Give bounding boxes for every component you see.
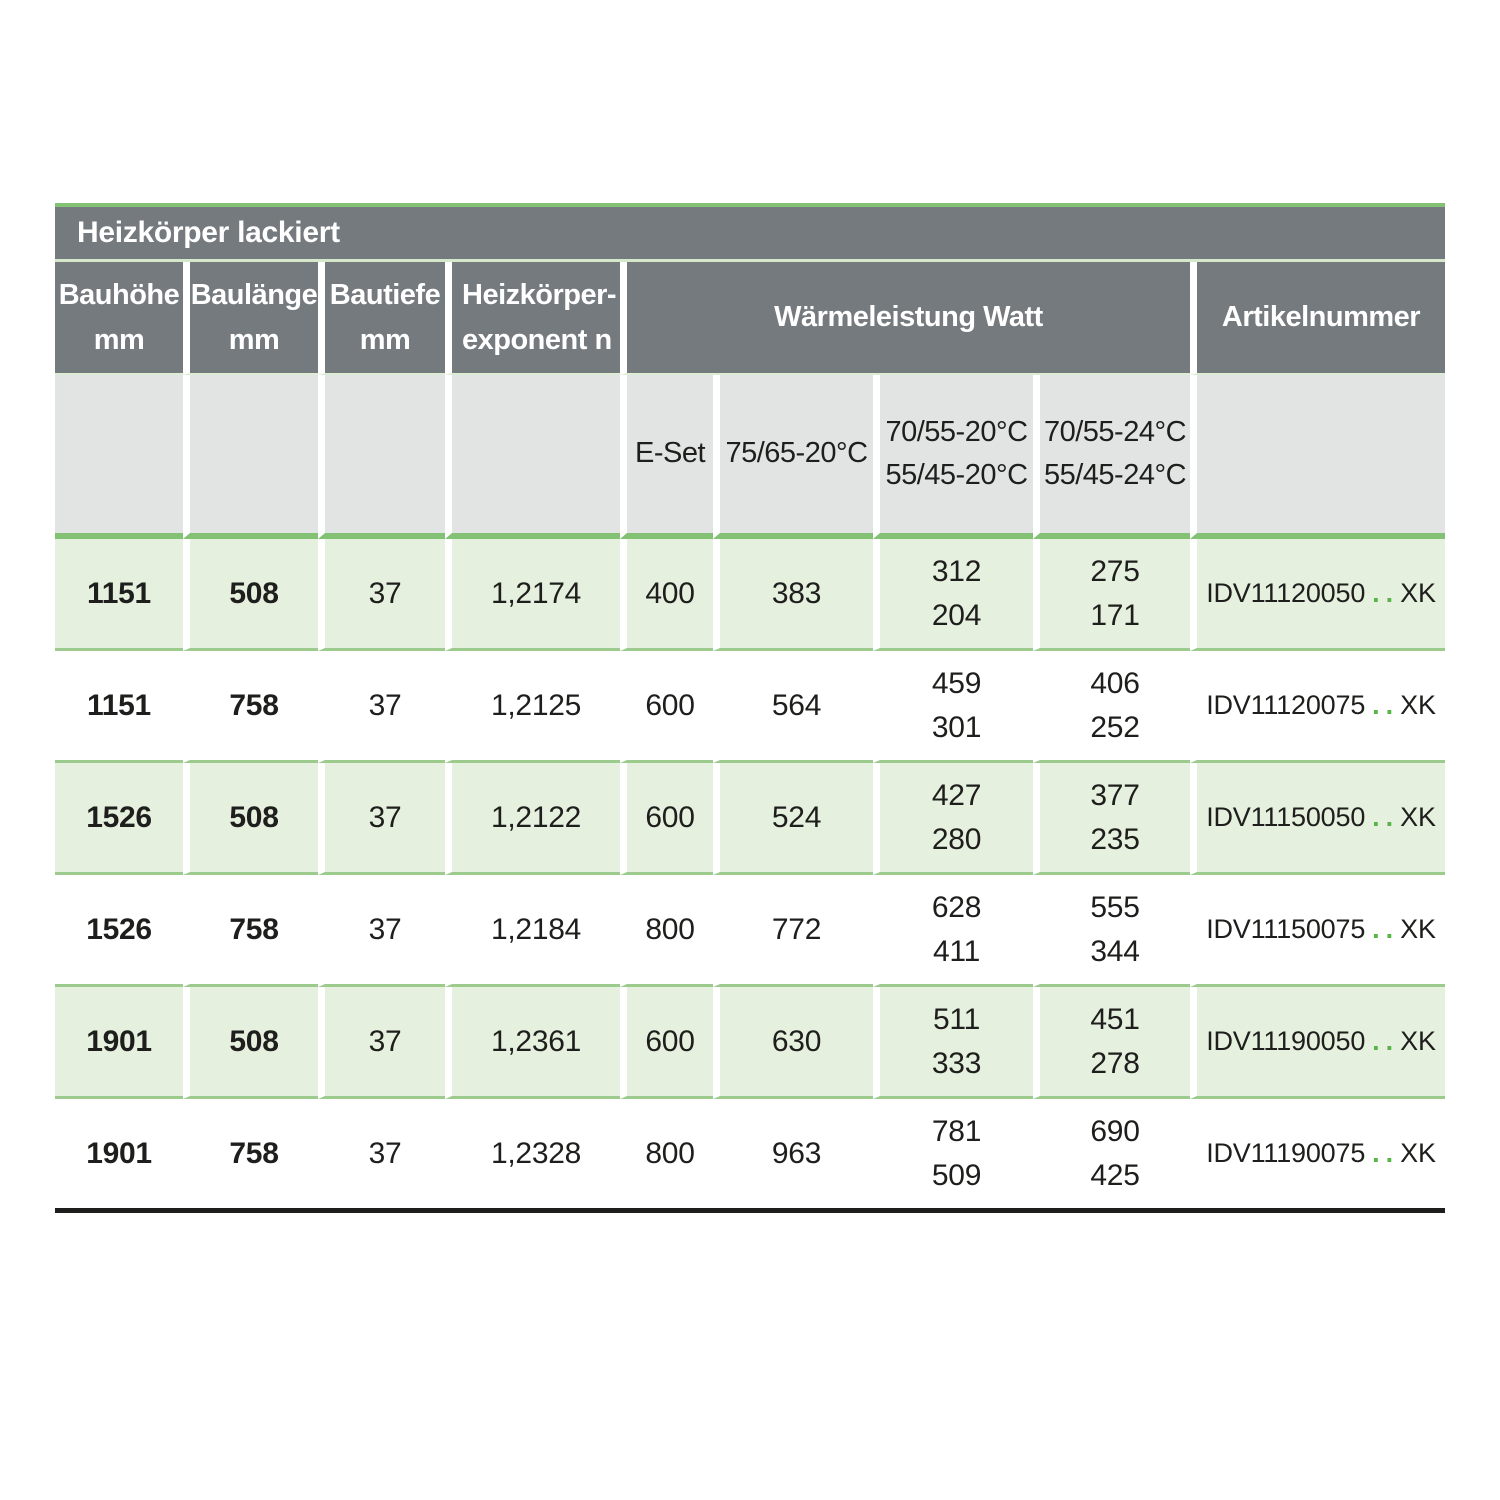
cell-watt-24c: 275 171 (1033, 539, 1190, 651)
cell-bautiefe: 37 (318, 763, 445, 875)
cell-bauhoehe: 1526 (55, 763, 183, 875)
cell-watt-24c: 555 344 (1033, 875, 1190, 987)
col-header-waermeleistung: Wärmeleistung Watt (620, 262, 1190, 375)
cell-bautiefe: 37 (318, 1099, 445, 1208)
cell-watt-20c: 459 301 (873, 651, 1033, 763)
cell-eset: 600 (620, 651, 713, 763)
cell-watt-20c: 781 509 (873, 1099, 1033, 1208)
cell-baulaenge: 758 (183, 875, 318, 987)
cell-bautiefe: 37 (318, 987, 445, 1099)
cell-eset: 600 (620, 987, 713, 1099)
col-header-exponent: Heizkörper- exponent n (445, 262, 620, 375)
cell-bautiefe: 37 (318, 539, 445, 651)
cell-eset: 400 (620, 539, 713, 651)
cell-watt-7565: 383 (713, 539, 873, 651)
table-row (55, 539, 1445, 651)
cell-artikelnummer: IDV11120075 ..XK (1190, 651, 1445, 763)
subcol-eset: E-Set (620, 375, 713, 539)
cell-bauhoehe: 1901 (55, 987, 183, 1099)
cell-baulaenge: 508 (183, 987, 318, 1099)
table-row (55, 875, 1445, 987)
banner-row (55, 207, 1445, 262)
cell-watt-7565: 630 (713, 987, 873, 1099)
cell-eset: 800 (620, 875, 713, 987)
cell-eset: 800 (620, 1099, 713, 1208)
subcol-7565: 75/65-20°C (713, 375, 873, 539)
cell-watt-24c: 690 425 (1033, 1099, 1190, 1208)
cell-exponent: 1,2328 (445, 1099, 620, 1208)
column-header-row (55, 262, 1445, 375)
heizkoerper-spec-table (55, 203, 1445, 1213)
color-code-dots: .. (1372, 1137, 1400, 1168)
col-header-baulaenge: Baulänge mm (183, 262, 318, 375)
color-code-dots: .. (1372, 689, 1400, 720)
subcol-24c: 70/55-24°C 55/45-24°C (1033, 375, 1190, 539)
cell-exponent: 1,2361 (445, 987, 620, 1099)
cell-bauhoehe: 1526 (55, 875, 183, 987)
cell-baulaenge: 758 (183, 1099, 318, 1208)
cell-artikelnummer: IDV11150075 ..XK (1190, 875, 1445, 987)
table-row (55, 987, 1445, 1099)
spec-table-body (55, 539, 1445, 1208)
color-code-dots: .. (1372, 577, 1400, 608)
subcol-empty-baulaenge (183, 375, 318, 539)
color-code-dots: .. (1372, 801, 1400, 832)
cell-exponent: 1,2122 (445, 763, 620, 875)
cell-eset: 600 (620, 763, 713, 875)
subcol-empty-artikel (1190, 375, 1445, 539)
table-row (55, 1099, 1445, 1208)
col-header-bauhoehe: Bauhöhe mm (55, 262, 183, 375)
cell-exponent: 1,2125 (445, 651, 620, 763)
cell-watt-20c: 511 333 (873, 987, 1033, 1099)
cell-watt-7565: 564 (713, 651, 873, 763)
cell-exponent: 1,2184 (445, 875, 620, 987)
col-header-artikelnummer: Artikelnummer (1190, 262, 1445, 375)
cell-watt-24c: 406 252 (1033, 651, 1190, 763)
cell-watt-20c: 628 411 (873, 875, 1033, 987)
cell-watt-7565: 524 (713, 763, 873, 875)
color-code-dots: .. (1372, 913, 1400, 944)
cell-watt-7565: 963 (713, 1099, 873, 1208)
subcol-empty-bautiefe (318, 375, 445, 539)
cell-bauhoehe: 1151 (55, 539, 183, 651)
cell-bautiefe: 37 (318, 875, 445, 987)
cell-artikelnummer: IDV11150050 ..XK (1190, 763, 1445, 875)
cell-bautiefe: 37 (318, 651, 445, 763)
col-header-bautiefe: Bautiefe mm (318, 262, 445, 375)
color-code-dots: .. (1372, 1025, 1400, 1056)
subcol-empty-bauhoehe (55, 375, 183, 539)
subheader-row (55, 375, 1445, 539)
subcol-20c: 70/55-20°C 55/45-20°C (873, 375, 1033, 539)
cell-watt-20c: 427 280 (873, 763, 1033, 875)
cell-exponent: 1,2174 (445, 539, 620, 651)
cell-bauhoehe: 1901 (55, 1099, 183, 1208)
cell-baulaenge: 508 (183, 539, 318, 651)
cell-artikelnummer: IDV11190050 ..XK (1190, 987, 1445, 1099)
cell-bauhoehe: 1151 (55, 651, 183, 763)
subcol-empty-exponent (445, 375, 620, 539)
cell-watt-7565: 772 (713, 875, 873, 987)
cell-watt-20c: 312 204 (873, 539, 1033, 651)
cell-artikelnummer: IDV11120050 ..XK (1190, 539, 1445, 651)
table-row (55, 763, 1445, 875)
cell-watt-24c: 377 235 (1033, 763, 1190, 875)
cell-baulaenge: 758 (183, 651, 318, 763)
table-row (55, 651, 1445, 763)
cell-baulaenge: 508 (183, 763, 318, 875)
table-title: Heizkörper lackiert (55, 207, 1445, 262)
cell-artikelnummer: IDV11190075 ..XK (1190, 1099, 1445, 1208)
cell-watt-24c: 451 278 (1033, 987, 1190, 1099)
